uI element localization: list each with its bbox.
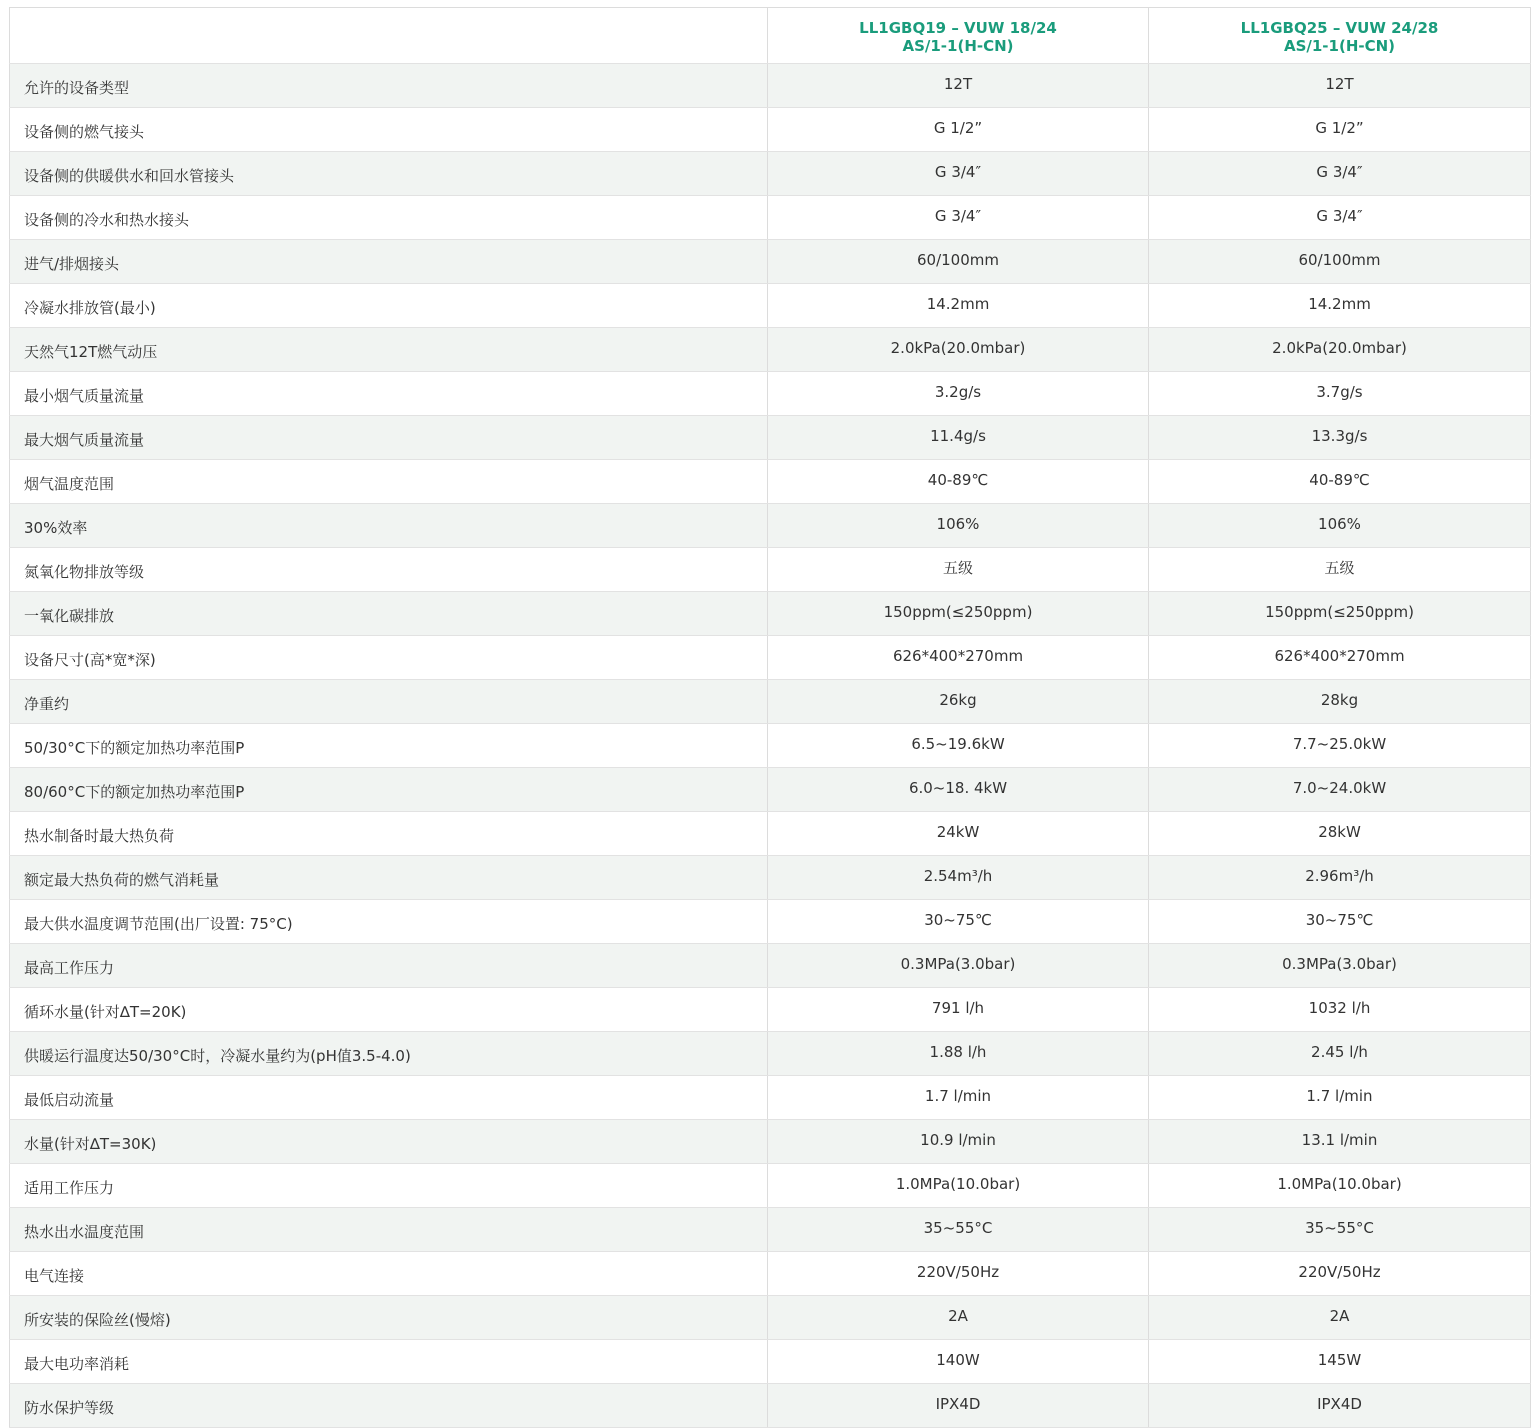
table-row [10, 988, 1531, 1032]
spec-label: 最小烟气质量流量 [10, 372, 768, 416]
header-row [10, 8, 1531, 64]
spec-label: 净重约 [10, 680, 768, 724]
table-row [10, 328, 1531, 372]
spec-value-model-b: 13.3g/s [1149, 416, 1531, 460]
spec-value-model-a: G 3/4″ [768, 196, 1149, 240]
spec-value-model-b: IPX4D [1149, 1384, 1531, 1428]
spec-value-model-b: 14.2mm [1149, 284, 1531, 328]
spec-value-model-a: 24kW [768, 812, 1149, 856]
table-row [10, 1296, 1531, 1340]
spec-value-model-b: 2A [1149, 1296, 1531, 1340]
spec-value-model-a: 14.2mm [768, 284, 1149, 328]
spec-value-model-b: 28kW [1149, 812, 1531, 856]
spec-table [9, 7, 1531, 1428]
spec-label: 所安装的保险丝(慢熔) [10, 1296, 768, 1340]
spec-value-model-b: 12T [1149, 64, 1531, 108]
spec-label: 供暖运行温度达50/30°C时，冷凝水量约为(pH值3.5-4.0) [10, 1032, 768, 1076]
table-row [10, 1252, 1531, 1296]
spec-value-model-b: G 3/4″ [1149, 196, 1531, 240]
spec-value-model-b: G 1/2” [1149, 108, 1531, 152]
spec-value-model-b: 五级 [1149, 548, 1531, 592]
spec-value-model-a: 2.0kPa(20.0mbar) [768, 328, 1149, 372]
spec-label: 防水保护等级 [10, 1384, 768, 1428]
spec-label: 30%效率 [10, 504, 768, 548]
table-row [10, 1208, 1531, 1252]
spec-label: 设备侧的供暖供水和回水管接头 [10, 152, 768, 196]
spec-value-model-a: 30~75℃ [768, 900, 1149, 944]
spec-value-model-a: 150ppm(≤250ppm) [768, 592, 1149, 636]
spec-value-model-a: 1.7 l/min [768, 1076, 1149, 1120]
table-row [10, 1384, 1531, 1428]
spec-value-model-a: IPX4D [768, 1384, 1149, 1428]
spec-value-model-b: 28kg [1149, 680, 1531, 724]
spec-label: 设备侧的燃气接头 [10, 108, 768, 152]
table-row [10, 460, 1531, 504]
header-model-a [768, 8, 1149, 64]
table-row [10, 856, 1531, 900]
spec-value-model-b: 0.3MPa(3.0bar) [1149, 944, 1531, 988]
model-a-suffix: AS/1-1(H-CN) [902, 36, 1014, 55]
table-body [10, 64, 1531, 1428]
spec-value-model-a: 26kg [768, 680, 1149, 724]
table-row [10, 1076, 1531, 1120]
spec-value-model-b: 2.96m³/h [1149, 856, 1531, 900]
spec-value-model-a: 2.54m³/h [768, 856, 1149, 900]
spec-value-model-a: 626*400*270mm [768, 636, 1149, 680]
spec-value-model-a: 60/100mm [768, 240, 1149, 284]
spec-label: 冷凝水排放管(最小) [10, 284, 768, 328]
spec-value-model-a: G 1/2” [768, 108, 1149, 152]
spec-value-model-b: 35~55°C [1149, 1208, 1531, 1252]
spec-value-model-b: 30~75℃ [1149, 900, 1531, 944]
spec-label: 热水制备时最大热负荷 [10, 812, 768, 856]
spec-value-model-b: 1.0MPa(10.0bar) [1149, 1164, 1531, 1208]
spec-value-model-b: G 3/4″ [1149, 152, 1531, 196]
spec-label: 烟气温度范围 [10, 460, 768, 504]
table-row [10, 548, 1531, 592]
spec-value-model-a: 1.88 l/h [768, 1032, 1149, 1076]
spec-value-model-b: 150ppm(≤250ppm) [1149, 592, 1531, 636]
spec-label: 水量(针对∆T=30K) [10, 1120, 768, 1164]
table-row [10, 1340, 1531, 1384]
spec-value-model-a: 2A [768, 1296, 1149, 1340]
spec-value-model-a: 12T [768, 64, 1149, 108]
spec-label: 进气/排烟接头 [10, 240, 768, 284]
spec-label: 50/30°C下的额定加热功率范围P [10, 724, 768, 768]
spec-label: 80/60°C下的额定加热功率范围P [10, 768, 768, 812]
table-row [10, 196, 1531, 240]
table-row [10, 636, 1531, 680]
table-row [10, 240, 1531, 284]
spec-value-model-a: 35~55°C [768, 1208, 1149, 1252]
table-row [10, 152, 1531, 196]
spec-value-model-b: 145W [1149, 1340, 1531, 1384]
spec-label: 最大电功率消耗 [10, 1340, 768, 1384]
header-model-b [1149, 8, 1531, 64]
table-row [10, 944, 1531, 988]
spec-value-model-b: 60/100mm [1149, 240, 1531, 284]
spec-value-model-a: 40-89℃ [768, 460, 1149, 504]
table-row [10, 416, 1531, 460]
table-row [10, 1164, 1531, 1208]
table-row [10, 592, 1531, 636]
spec-value-model-b: 2.45 l/h [1149, 1032, 1531, 1076]
spec-label: 额定最大热负荷的燃气消耗量 [10, 856, 768, 900]
spec-value-model-a: 五级 [768, 548, 1149, 592]
spec-label: 天然气12T燃气动压 [10, 328, 768, 372]
table-row [10, 1120, 1531, 1164]
spec-value-model-b: 7.0~24.0kW [1149, 768, 1531, 812]
header-label-cell [10, 8, 768, 64]
spec-value-model-a: G 3/4″ [768, 152, 1149, 196]
spec-value-model-a: 3.2g/s [768, 372, 1149, 416]
spec-value-model-b: 13.1 l/min [1149, 1120, 1531, 1164]
spec-label: 氮氧化物排放等级 [10, 548, 768, 592]
spec-label: 设备尺寸(高*宽*深) [10, 636, 768, 680]
spec-value-model-a: 220V/50Hz [768, 1252, 1149, 1296]
spec-value-model-a: 1.0MPa(10.0bar) [768, 1164, 1149, 1208]
table-row [10, 1032, 1531, 1076]
model-a-name: LL1GBQ19 – VUW 18/24 [859, 18, 1057, 37]
spec-value-model-b: 626*400*270mm [1149, 636, 1531, 680]
table-row [10, 768, 1531, 812]
spec-label: 热水出水温度范围 [10, 1208, 768, 1252]
table-row [10, 900, 1531, 944]
spec-label: 一氧化碳排放 [10, 592, 768, 636]
spec-value-model-b: 1.7 l/min [1149, 1076, 1531, 1120]
spec-label: 适用工作压力 [10, 1164, 768, 1208]
table-row [10, 108, 1531, 152]
table-row [10, 372, 1531, 416]
spec-value-model-a: 10.9 l/min [768, 1120, 1149, 1164]
spec-value-model-b: 3.7g/s [1149, 372, 1531, 416]
model-b-name: LL1GBQ25 – VUW 24/28 [1240, 18, 1439, 37]
model-b-suffix: AS/1-1(H-CN) [1283, 36, 1396, 55]
spec-label: 最大供水温度调节范围(出厂设置: 75°C) [10, 900, 768, 944]
table-row [10, 724, 1531, 768]
spec-value-model-a: 6.5~19.6kW [768, 724, 1149, 768]
spec-value-model-b: 2.0kPa(20.0mbar) [1149, 328, 1531, 372]
spec-value-model-a: 6.0~18. 4kW [768, 768, 1149, 812]
table-header [10, 8, 1531, 64]
spec-value-model-a: 140W [768, 1340, 1149, 1384]
table-row [10, 680, 1531, 724]
spec-label: 电气连接 [10, 1252, 768, 1296]
spec-label: 允许的设备类型 [10, 64, 768, 108]
table-row [10, 284, 1531, 328]
spec-label: 最大烟气质量流量 [10, 416, 768, 460]
spec-value-model-b: 7.7~25.0kW [1149, 724, 1531, 768]
spec-label: 最高工作压力 [10, 944, 768, 988]
table-row [10, 64, 1531, 108]
spec-label: 设备侧的冷水和热水接头 [10, 196, 768, 240]
spec-label: 最低启动流量 [10, 1076, 768, 1120]
spec-value-model-a: 791 l/h [768, 988, 1149, 1032]
spec-value-model-b: 106% [1149, 504, 1531, 548]
spec-value-model-a: 106% [768, 504, 1149, 548]
spec-value-model-a: 0.3MPa(3.0bar) [768, 944, 1149, 988]
table-row [10, 812, 1531, 856]
spec-value-model-b: 220V/50Hz [1149, 1252, 1531, 1296]
spec-value-model-a: 11.4g/s [768, 416, 1149, 460]
spec-label: 循环水量(针对∆T=20K) [10, 988, 768, 1032]
table-row [10, 504, 1531, 548]
spec-value-model-b: 1032 l/h [1149, 988, 1531, 1032]
spec-value-model-b: 40-89℃ [1149, 460, 1531, 504]
